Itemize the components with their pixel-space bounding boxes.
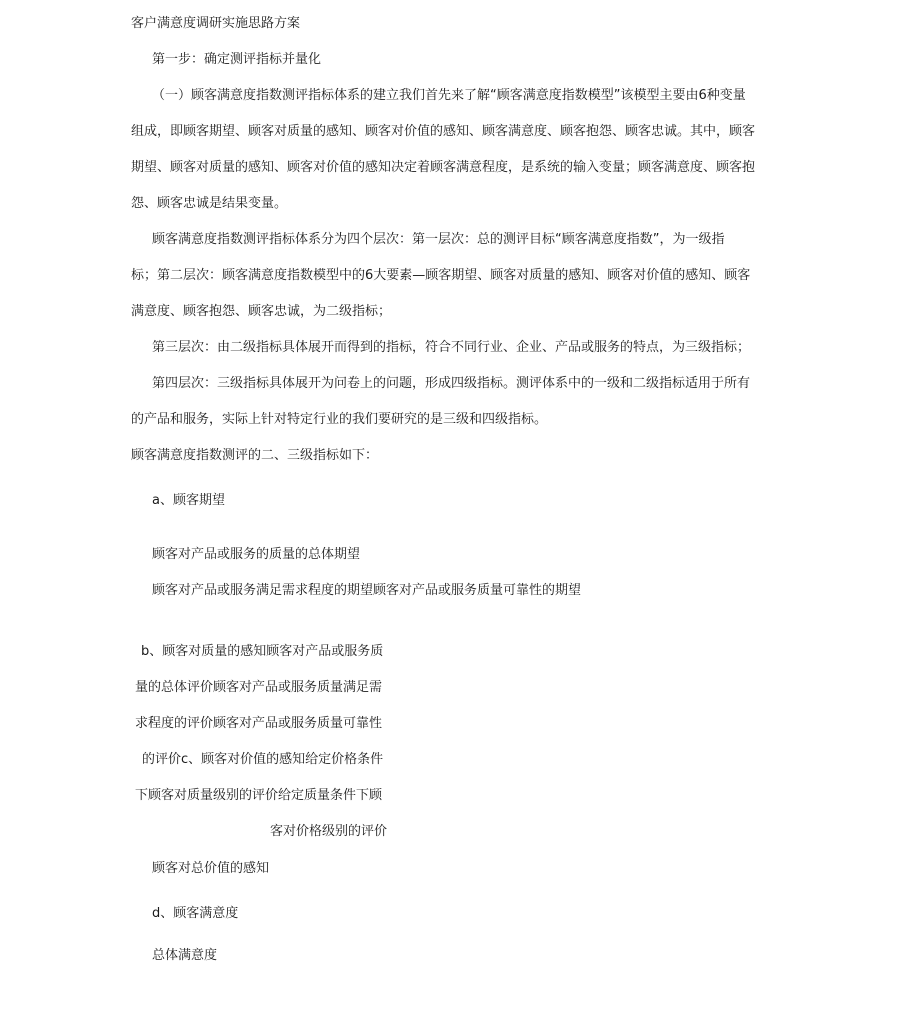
section-d-item-1: 总体满意度 bbox=[152, 948, 218, 963]
column-line-2: 量的总体评价顾客对产品或服务质量满足需 bbox=[135, 680, 383, 695]
section-a-item-2: 顾客对产品或服务满足需求程度的期望顾客对产品或服务质量可靠性的期望 bbox=[152, 583, 582, 598]
section-c-item: 顾客对总价值的感知 bbox=[152, 861, 270, 876]
column-line-3: 求程度的评价顾客对产品或服务质量可靠性 bbox=[135, 716, 383, 731]
section-a-heading: a、顾客期望 bbox=[152, 493, 225, 508]
column-line-6: 客对价格级别的评价 bbox=[270, 824, 388, 839]
column-line-5: 下顾客对质量级别的评价给定质量条件下顾 bbox=[135, 788, 383, 803]
paragraph-1-line-4: 怨、顾客忠诚是结果变量。 bbox=[131, 196, 288, 211]
paragraph-4-line-1: 第四层次：三级指标具体展开为问卷上的问题，形成四级指标。测评体系中的一级和二级指标适用于所有 bbox=[152, 376, 751, 391]
paragraph-1-line-2: 组成，即顾客期望、顾客对质量的感知、顾客对价值的感知、顾客满意度、顾客抱怨、顾客忠诚。其中，顾客 bbox=[131, 124, 756, 139]
paragraph-2-line-3: 满意度、顾客抱怨、顾客忠诚，为二级指标； bbox=[131, 304, 392, 319]
document-title: 客户满意度调研实施思路方案 bbox=[131, 16, 301, 31]
paragraph-2-line-1: 顾客满意度指数测评指标体系分为四个层次：第一层次：总的测评目标“顾客满意度指数”，为一级指 bbox=[152, 232, 725, 247]
step-heading: 第一步：确定测评指标并量化 bbox=[152, 52, 322, 67]
paragraph-1-line-3: 期望、顾客对质量的感知、顾客对价值的感知决定着顾客满意程度，是系统的输入变量；顾客满意度、顾客抱 bbox=[131, 160, 756, 175]
paragraph-1-line-1: （一）顾客满意度指数测评指标体系的建立我们首先来了解“顾客满意度指数模型”该模型主要由6种变量 bbox=[152, 88, 746, 103]
column-line-1: b、顾客对质量的感知顾客对产品或服务质 bbox=[141, 644, 384, 659]
column-line-4: 的评价c、顾客对价值的感知给定价格条件 bbox=[142, 752, 384, 767]
section-d-heading: d、顾客满意度 bbox=[152, 906, 239, 921]
paragraph-2-line-2: 标；第二层次：顾客满意度指数模型中的6大要素—顾客期望、顾客对质量的感知、顾客对价值的感知、顾客 bbox=[131, 268, 751, 283]
paragraph-5: 顾客满意度指数测评的二、三级指标如下： bbox=[131, 448, 379, 463]
paragraph-3: 第三层次：由二级指标具体展开而得到的指标，符合不同行业、企业、产品或服务的特点，为三级指标； bbox=[152, 340, 751, 355]
section-a-item-1: 顾客对产品或服务的质量的总体期望 bbox=[152, 547, 361, 562]
paragraph-4-line-2: 的产品和服务，实际上针对特定行业的我们要研究的是三级和四级指标。 bbox=[131, 412, 548, 427]
